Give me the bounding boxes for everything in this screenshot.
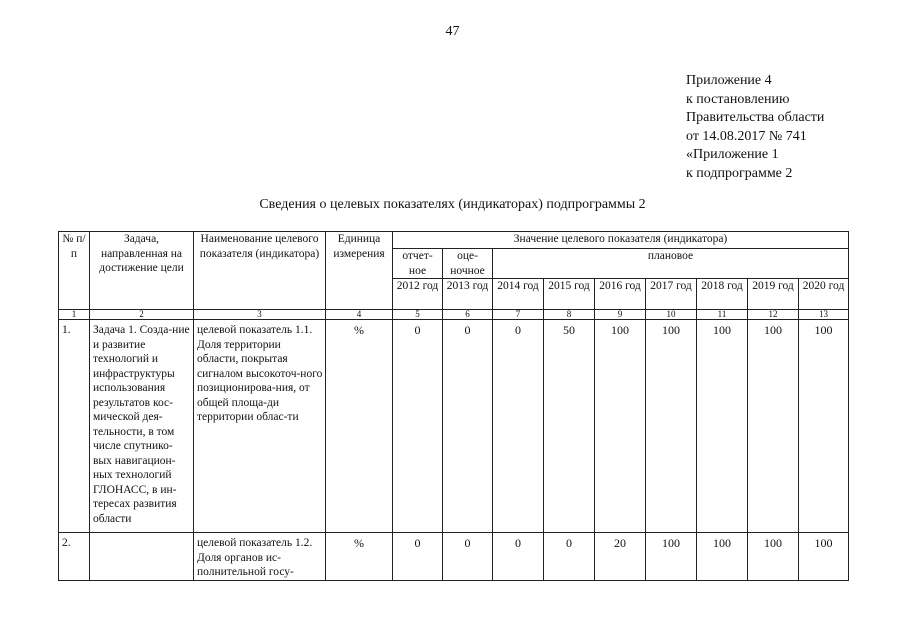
appendix-line: к подпрограмме 2 (686, 165, 793, 181)
column-number: 10 (646, 310, 697, 320)
row-value: 0 (493, 320, 544, 533)
row-task: Задача 1. Созда-ние и развитие технологий и инфраструктуры использования результатов кос-мической дея-тельности, в том числе спутнико-вых навигацион-ных технологий ГЛОНАСС, в ин-тересах развития области (90, 320, 194, 533)
header-year: 2015 год (544, 279, 595, 310)
column-number: 8 (544, 310, 595, 320)
row-value: 0 (443, 320, 493, 533)
table-row (59, 533, 849, 581)
header-estimate: оце-ночное (443, 249, 493, 279)
header-num: № п/п (59, 232, 90, 310)
page-number: 47 (445, 24, 460, 39)
row-value: 100 (799, 533, 849, 581)
appendix-line: Правительства области (686, 110, 825, 125)
header-indicator-name: Наименование целевого показателя (индикатора) (194, 232, 326, 310)
header-year: 2012 год (393, 279, 443, 310)
appendix-line: «Приложение 1 (686, 147, 779, 162)
column-number: 13 (799, 310, 849, 320)
header-value-group: Значение целевого показателя (индикатора) (393, 232, 849, 249)
indicators-table (58, 231, 849, 581)
row-number: 1. (59, 320, 90, 533)
column-number: 9 (595, 310, 646, 320)
column-number: 7 (493, 310, 544, 320)
table-row (59, 320, 849, 533)
row-task (90, 533, 194, 581)
column-number: 5 (393, 310, 443, 320)
row-value: 20 (595, 533, 646, 581)
header-planned: плановое (493, 249, 849, 279)
column-number: 4 (326, 310, 393, 320)
column-number: 6 (443, 310, 493, 320)
row-indicator-name: целевой показатель 1.2. Доля органов ис-полнительной госу- (194, 533, 326, 581)
header-task: Задача, направленная на достижение цели (90, 232, 194, 310)
header-report: отчет-ное (393, 249, 443, 279)
column-number: 3 (194, 310, 326, 320)
row-number: 2. (59, 533, 90, 581)
header-year: 2013 год (443, 279, 493, 310)
header-year: 2014 год (493, 279, 544, 310)
header-unit: Единица измерения (326, 232, 393, 310)
header-year: 2020 год (799, 279, 849, 310)
row-value: 100 (748, 533, 799, 581)
row-value: 50 (544, 320, 595, 533)
appendix-line: от 14.08.2017 № 741 (686, 128, 807, 144)
row-value: 100 (799, 320, 849, 533)
row-value: 0 (493, 533, 544, 581)
header-year: 2018 год (697, 279, 748, 310)
column-number: 2 (90, 310, 194, 320)
row-value: 100 (748, 320, 799, 533)
row-value: 100 (646, 320, 697, 533)
row-value: 0 (393, 533, 443, 581)
row-value: 0 (443, 533, 493, 581)
appendix-line: Приложение 4 (686, 73, 772, 88)
column-number: 1 (59, 310, 90, 320)
row-value: 0 (544, 533, 595, 581)
row-value: 100 (646, 533, 697, 581)
column-number: 11 (697, 310, 748, 320)
row-value: 100 (697, 533, 748, 581)
row-unit: % (326, 320, 393, 533)
header-year: 2017 год (646, 279, 697, 310)
column-number: 12 (748, 310, 799, 320)
row-value: 100 (595, 320, 646, 533)
row-unit: % (326, 533, 393, 581)
document-title: Сведения о целевых показателях (индикаторах) подпрограммы 2 (259, 197, 646, 212)
row-value: 100 (697, 320, 748, 533)
header-year: 2016 год (595, 279, 646, 310)
header-year: 2019 год (748, 279, 799, 310)
appendix-line: к постановлению (686, 91, 790, 107)
appendix-note (686, 72, 824, 183)
row-indicator-name: целевой показатель 1.1. Доля территории области, покрытая сигналом высокоточ-ного позиционирова-ния, от общей площа-ди территории облас-ти (194, 320, 326, 533)
row-value: 0 (393, 320, 443, 533)
